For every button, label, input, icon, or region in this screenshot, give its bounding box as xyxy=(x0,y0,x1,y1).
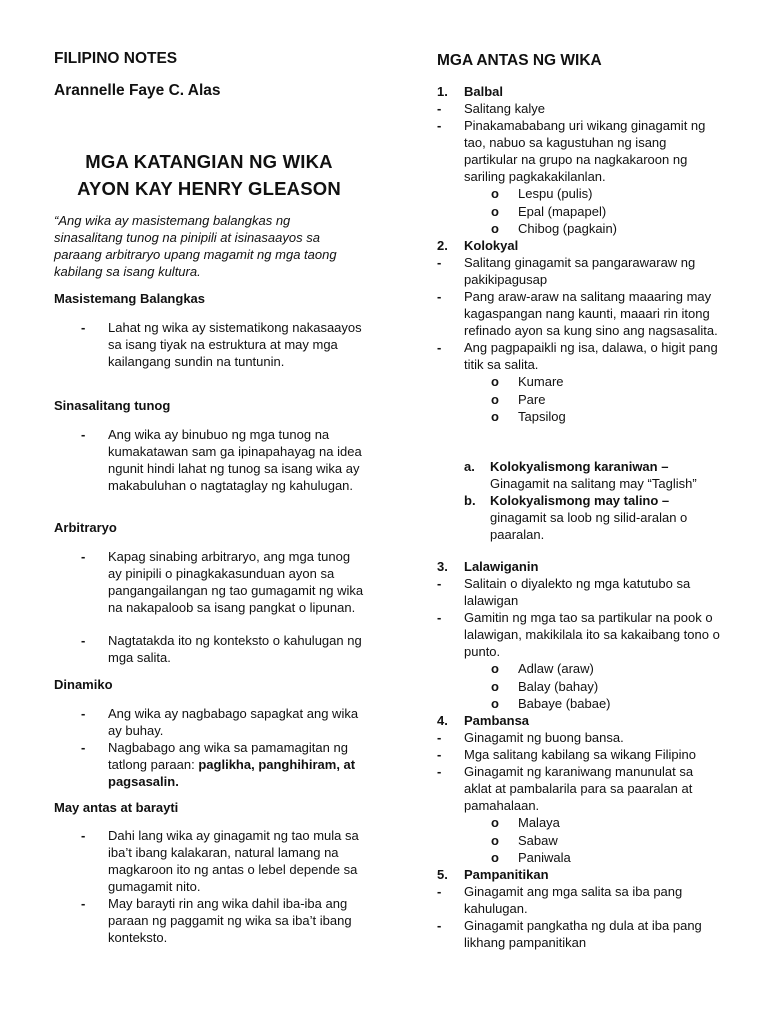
example-item: o Babaye (babae) xyxy=(491,696,611,711)
bullet-item: - Ang wika ay nagbabago sapagkat ang wika ay buhay. xyxy=(81,706,359,738)
bullet-item: - Nagbabago ang wika sa pamamagitan ng tatlong paraan: paglikha, panghihiram, at pagsasalin. xyxy=(81,740,356,789)
bullet-item: - Ang wika ay binubuo ng mga tunog na kumakatawan sam ga ipinapahayag na idea ngunit hindi lahat ng tunog sa isang wika ay makabuluhan o nagtataglay ng kahulugan. xyxy=(81,427,362,493)
example-item: o Lespu (pulis) xyxy=(491,186,593,201)
bullet-item: - Ang pagpapaikli ng isa, dalawa, o higit pang titik sa salita. xyxy=(437,340,718,372)
bullet-item: - Gamitin ng mga tao sa partikular na pook o lalawigan, makikilala ito sa kakaibang tono o punto. xyxy=(437,610,720,659)
gleason-quote: “Ang wika ay masistemang balangkas ng sinasalitang tunog na pinipili at isinasaayos sa paraang arbitraryo upang magamit ng mga taong kabilang sa isang kultura. xyxy=(54,213,337,279)
bullet-item: - Lahat ng wika ay sistematikong nakasaayos sa isang tiyak na estruktura at may mga kailangang sundin na tuntunin. xyxy=(81,320,362,369)
bullet-item: - Dahi lang wika ay ginagamit ng tao mula sa iba’t ibang kalakaran, natural lamang na magkaroon ito ng antas o lebel depende sa gumagamit nito. xyxy=(81,828,359,894)
level-kolokyal xyxy=(437,237,722,426)
bullet-item: - Salitang ginagamit sa pangarawaraw ng pakikipagusap xyxy=(437,255,696,287)
level-heading: 5. Pampanitikan xyxy=(437,867,549,882)
kolokyal-types xyxy=(437,458,722,543)
main-title-line1: MGA KATANGIAN NG WIKA xyxy=(85,151,333,172)
section-title: Sinasalitang tunog xyxy=(54,398,171,413)
level-pampanitikan xyxy=(437,866,722,951)
example-item: o Epal (mapapel) xyxy=(491,203,607,219)
bullet-item: - Ginagamit ang mga salita sa iba pang kahulugan. xyxy=(437,884,683,916)
example-item: o Paniwala xyxy=(491,850,571,865)
example-item: o Balay (bahay) xyxy=(491,678,599,694)
type-item: a. Kolokyalismong karaniwan – Ginagamit na salitang may “Taglish” xyxy=(464,459,697,491)
bullet-item: - Ginagamit pangkatha ng dula at iba pang likhang pampanitikan xyxy=(437,918,702,950)
example-item: o Kumare xyxy=(491,374,564,389)
example-item: o Pare xyxy=(491,391,546,407)
bullet-item: - Pinakamababang uri wikang ginagamit ng tao, nabuo sa kagustuhan ng isang partikular na grupo na nagkakaroon ng sariling pagkakakilanlan. xyxy=(437,118,706,184)
antas-title: MGA ANTAS NG WIKA xyxy=(437,52,602,69)
example-item: o Malaya xyxy=(491,815,560,830)
level-heading: 2. Kolokyal xyxy=(437,238,519,253)
level-balbal xyxy=(437,83,722,238)
level-heading: 1. Balbal xyxy=(437,84,504,99)
notes-header: FILIPINO NOTES xyxy=(54,50,178,67)
example-item: o Tapsilog xyxy=(491,409,566,424)
example-item: o Chibog (pagkain) xyxy=(491,221,618,236)
example-item: o Sabaw xyxy=(491,832,558,848)
type-item: b. Kolokyalismong may talino – ginagamit sa loob ng silid-aralan o paaralan. xyxy=(464,493,688,542)
level-pambansa xyxy=(437,712,722,867)
bullet-item: - Mga salitang kabilang sa wikang Filipino xyxy=(437,747,696,762)
bullet-item: - Pang araw-araw na salitang maaaring may kagaspangan nang kaunti, maaari rin itong refinado ayon sa kung sino ang nagsasalita. xyxy=(437,289,718,338)
author-name: Arannelle Faye C. Alas xyxy=(54,82,221,99)
bullet-item: - Nagtatakda ito ng konteksto o kahulugan ng mga salita. xyxy=(81,633,362,665)
bullet-item: - Ginagamit ng karaniwang manunulat sa aklat at pambalarila para sa paaralan at pamahalaan. xyxy=(437,764,694,813)
bullet-item: - May barayti rin ang wika dahil iba-iba ang paraan ng paggamit ng wika sa iba’t ibang konteksto. xyxy=(81,896,352,945)
example-item: o Adlaw (araw) xyxy=(491,661,594,676)
bullet-item: - Kapag sinabing arbitraryo, ang mga tunog ay pinipili o pinagkakasunduan ayon sa pangangailangan ng tao gumagamit ng wika na nakapaloob sa isang pangkat o lipunan. xyxy=(81,549,364,615)
level-lalawiganin xyxy=(437,558,722,713)
section-title: May antas at barayti xyxy=(54,800,179,815)
level-heading: 3. Lalawiganin xyxy=(437,559,539,574)
main-title-line2: AYON KAY HENRY GLEASON xyxy=(77,178,341,199)
main-title xyxy=(54,148,364,202)
bullet-item: - Ginagamit ng buong bansa. xyxy=(437,730,624,745)
bullet-item: - Salitang kalye xyxy=(437,101,545,116)
bullet-item: - Salitain o diyalekto ng mga katutubo sa lalawigan xyxy=(437,576,691,608)
section-title: Arbitraryo xyxy=(54,520,117,535)
section-title: Masistemang Balangkas xyxy=(54,291,206,306)
section-title: Dinamiko xyxy=(54,677,113,692)
level-heading: 4. Pambansa xyxy=(437,713,530,728)
